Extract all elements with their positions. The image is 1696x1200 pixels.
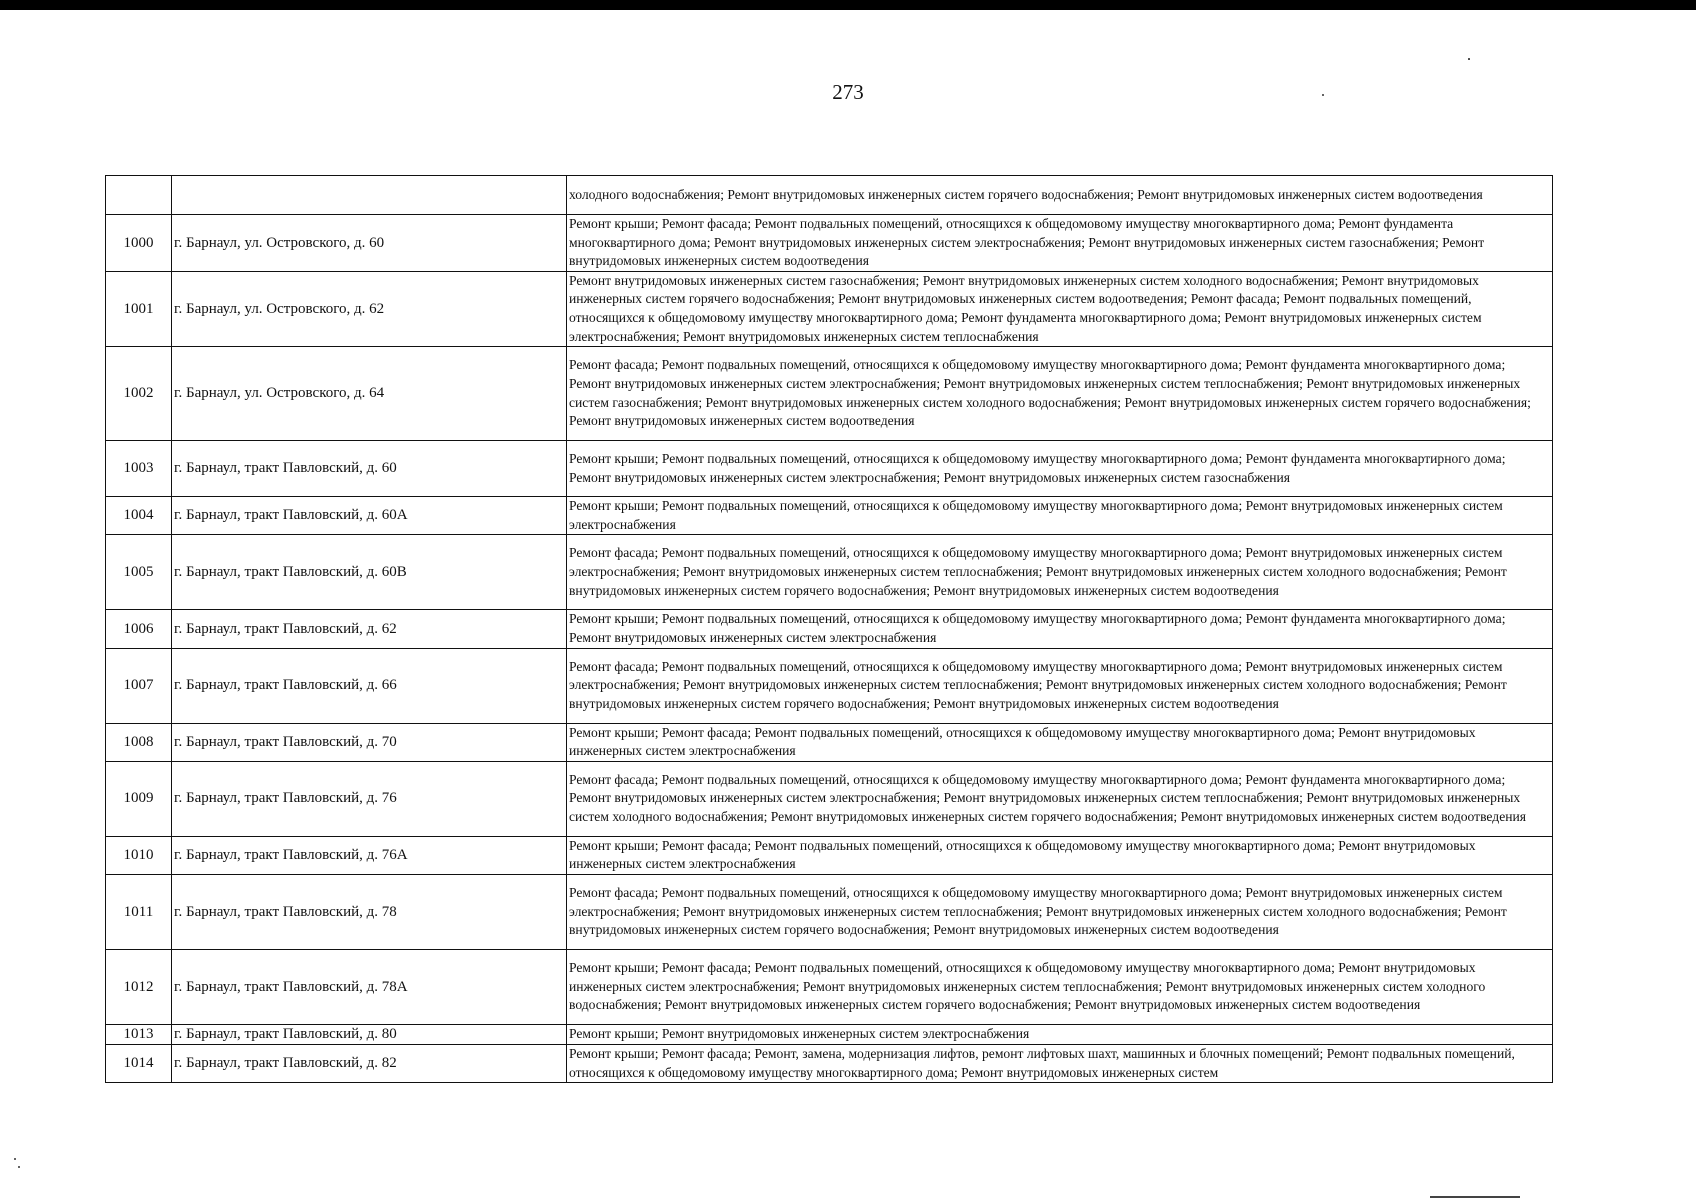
table-row: [106, 610, 1553, 648]
row-address: [172, 176, 567, 215]
row-works: Ремонт внутридомовых инженерных систем газоснабжения; Ремонт внутридомовых инженерных систем холодного водоснабжения; Ремонт внутридомовых инженерных систем горячего водоснабжения; Ремонт внутридомовых инженерных систем водоотведения; Ремонт фасада; Ремонт подвальных помещений, относящихся к общедомовому имуществу многоквартирного дома; Ремонт фундамента многоквартирного дома; Ремонт внутридомовых инженерных систем электроснабжения; Ремонт внутридомовых инженерных систем теплоснабжения: [567, 271, 1553, 346]
row-works: Ремонт крыши; Ремонт подвальных помещений, относящихся к общедомовому имуществу многоквартирного дома; Ремонт фундамента многоквартирного дома; Ремонт внутридомовых инженерных систем электроснабжения; Ремонт внутридомовых инженерных систем газоснабжения: [567, 441, 1553, 497]
row-works: Ремонт крыши; Ремонт фасада; Ремонт подвальных помещений, относящихся к общедомовому имуществу многоквартирного дома; Ремонт внутридомовых инженерных систем электроснабжения; Ремонт внутридомовых инженерных систем теплоснабжения; Ремонт внутридомовых инженерных систем холодного водоснабжения; Ремонт внутридомовых инженерных систем горячего водоснабжения; Ремонт внутридомовых инженерных систем водоотведения: [567, 949, 1553, 1024]
table-row: [106, 723, 1553, 761]
row-number: 1000: [106, 215, 172, 272]
row-works: Ремонт крыши; Ремонт подвальных помещений, относящихся к общедомовому имуществу многоквартирного дома; Ремонт внутридомовых инженерных систем электроснабжения: [567, 497, 1553, 535]
row-number: 1013: [106, 1024, 172, 1044]
table-row: [106, 874, 1553, 949]
scan-speck: [1468, 58, 1470, 60]
row-works: Ремонт крыши; Ремонт фасада; Ремонт подвальных помещений, относящихся к общедомовому имуществу многоквартирного дома; Ремонт внутридомовых инженерных систем электроснабжения: [567, 723, 1553, 761]
row-works: Ремонт фасада; Ремонт подвальных помещений, относящихся к общедомовому имуществу многоквартирного дома; Ремонт внутридомовых инженерных систем электроснабжения; Ремонт внутридомовых инженерных систем теплоснабжения; Ремонт внутридомовых инженерных систем холодного водоснабжения; Ремонт внутридомовых инженерных систем горячего водоснабжения; Ремонт внутридомовых инженерных систем водоотведения: [567, 874, 1553, 949]
table-row: [106, 1024, 1553, 1044]
row-number: 1003: [106, 441, 172, 497]
row-address: г. Барнаул, тракт Павловский, д. 62: [172, 610, 567, 648]
table-row: [106, 347, 1553, 441]
row-number: 1006: [106, 610, 172, 648]
works-register-table: [105, 175, 1553, 1083]
row-number: 1010: [106, 836, 172, 874]
table-row: [106, 271, 1553, 346]
scan-speck: [14, 1158, 16, 1160]
row-works: Ремонт фасада; Ремонт подвальных помещений, относящихся к общедомовому имуществу многоквартирного дома; Ремонт фундамента многоквартирного дома; Ремонт внутридомовых инженерных систем электроснабжения; Ремонт внутридомовых инженерных систем теплоснабжения; Ремонт внутридомовых инженерных систем холодного водоснабжения; Ремонт внутридомовых инженерных систем горячего водоснабжения; Ремонт внутридомовых инженерных систем водоотведения: [567, 761, 1553, 836]
table-row: [106, 497, 1553, 535]
scan-bottom-mark: [1430, 1196, 1520, 1198]
table-row: [106, 215, 1553, 272]
row-address: г. Барнаул, тракт Павловский, д. 76: [172, 761, 567, 836]
row-number: 1009: [106, 761, 172, 836]
row-address: г. Барнаул, ул. Островского, д. 64: [172, 347, 567, 441]
row-works: холодного водоснабжения; Ремонт внутридомовых инженерных систем горячего водоснабжения; Ремонт внутридомовых инженерных систем водоотведения: [567, 176, 1553, 215]
row-number: 1008: [106, 723, 172, 761]
row-address: г. Барнаул, ул. Островского, д. 60: [172, 215, 567, 272]
row-address: г. Барнаул, тракт Павловский, д. 70: [172, 723, 567, 761]
row-number: 1005: [106, 535, 172, 610]
row-address: г. Барнаул, тракт Павловский, д. 80: [172, 1024, 567, 1044]
row-number: 1007: [106, 648, 172, 723]
row-works: Ремонт крыши; Ремонт фасада; Ремонт, замена, модернизация лифтов, ремонт лифтовых шахт, машинных и блочных помещений; Ремонт подвальных помещений, относящихся к общедомовому имуществу многоквартирного дома; Ремонт внутридомовых инженерных систем: [567, 1044, 1553, 1082]
table-row: [106, 836, 1553, 874]
row-works: Ремонт фасада; Ремонт подвальных помещений, относящихся к общедомовому имуществу многоквартирного дома; Ремонт внутридомовых инженерных систем электроснабжения; Ремонт внутридомовых инженерных систем теплоснабжения; Ремонт внутридомовых инженерных систем холодного водоснабжения; Ремонт внутридомовых инженерных систем горячего водоснабжения; Ремонт внутридомовых инженерных систем водоотведения: [567, 535, 1553, 610]
page-number: 273: [832, 80, 864, 104]
row-works: Ремонт крыши; Ремонт подвальных помещений, относящихся к общедомовому имуществу многоквартирного дома; Ремонт фундамента многоквартирного дома; Ремонт внутридомовых инженерных систем электроснабжения: [567, 610, 1553, 648]
table-row: [106, 441, 1553, 497]
row-address: г. Барнаул, тракт Павловский, д. 66: [172, 648, 567, 723]
row-works: Ремонт крыши; Ремонт внутридомовых инженерных систем электроснабжения: [567, 1024, 1553, 1044]
row-works: Ремонт фасада; Ремонт подвальных помещений, относящихся к общедомовому имуществу многоквартирного дома; Ремонт фундамента многоквартирного дома; Ремонт внутридомовых инженерных систем электроснабжения; Ремонт внутридомовых инженерных систем теплоснабжения; Ремонт внутридомовых инженерных систем газоснабжения; Ремонт внутридомовых инженерных систем холодного водоснабжения; Ремонт внутридомовых инженерных систем горячего водоснабжения; Ремонт внутридомовых инженерных систем водоотведения: [567, 347, 1553, 441]
row-address: г. Барнаул, тракт Павловский, д. 82: [172, 1044, 567, 1082]
table-row: [106, 949, 1553, 1024]
row-address: г. Барнаул, тракт Павловский, д. 60В: [172, 535, 567, 610]
row-address: г. Барнаул, тракт Павловский, д. 78: [172, 874, 567, 949]
scan-speck: [1322, 94, 1324, 96]
row-number: 1012: [106, 949, 172, 1024]
row-number: 1004: [106, 497, 172, 535]
row-number: 1001: [106, 271, 172, 346]
row-address: г. Барнаул, тракт Павловский, д. 60: [172, 441, 567, 497]
scan-top-border: [0, 0, 1696, 10]
table-row: [106, 761, 1553, 836]
row-works: Ремонт фасада; Ремонт подвальных помещений, относящихся к общедомовому имуществу многоквартирного дома; Ремонт внутридомовых инженерных систем электроснабжения; Ремонт внутридомовых инженерных систем теплоснабжения; Ремонт внутридомовых инженерных систем холодного водоснабжения; Ремонт внутридомовых инженерных систем горячего водоснабжения; Ремонт внутридомовых инженерных систем водоотведения: [567, 648, 1553, 723]
table-row: [106, 648, 1553, 723]
row-works: Ремонт крыши; Ремонт фасада; Ремонт подвальных помещений, относящихся к общедомовому имуществу многоквартирного дома; Ремонт внутридомовых инженерных систем электроснабжения: [567, 836, 1553, 874]
table-row: [106, 1044, 1553, 1082]
row-number: 1011: [106, 874, 172, 949]
scan-speck: [18, 1166, 20, 1168]
row-address: г. Барнаул, тракт Павловский, д. 60А: [172, 497, 567, 535]
row-number: [106, 176, 172, 215]
row-works: Ремонт крыши; Ремонт фасада; Ремонт подвальных помещений, относящихся к общедомовому имуществу многоквартирного дома; Ремонт фундамента многоквартирного дома; Ремонт внутридомовых инженерных систем электроснабжения; Ремонт внутридомовых инженерных систем газоснабжения; Ремонт внутридомовых инженерных систем водоотведения: [567, 215, 1553, 272]
row-address: г. Барнаул, тракт Павловский, д. 76А: [172, 836, 567, 874]
table-row: [106, 176, 1553, 215]
table-row: [106, 535, 1553, 610]
row-address: г. Барнаул, ул. Островского, д. 62: [172, 271, 567, 346]
row-number: 1014: [106, 1044, 172, 1082]
row-address: г. Барнаул, тракт Павловский, д. 78А: [172, 949, 567, 1024]
row-number: 1002: [106, 347, 172, 441]
